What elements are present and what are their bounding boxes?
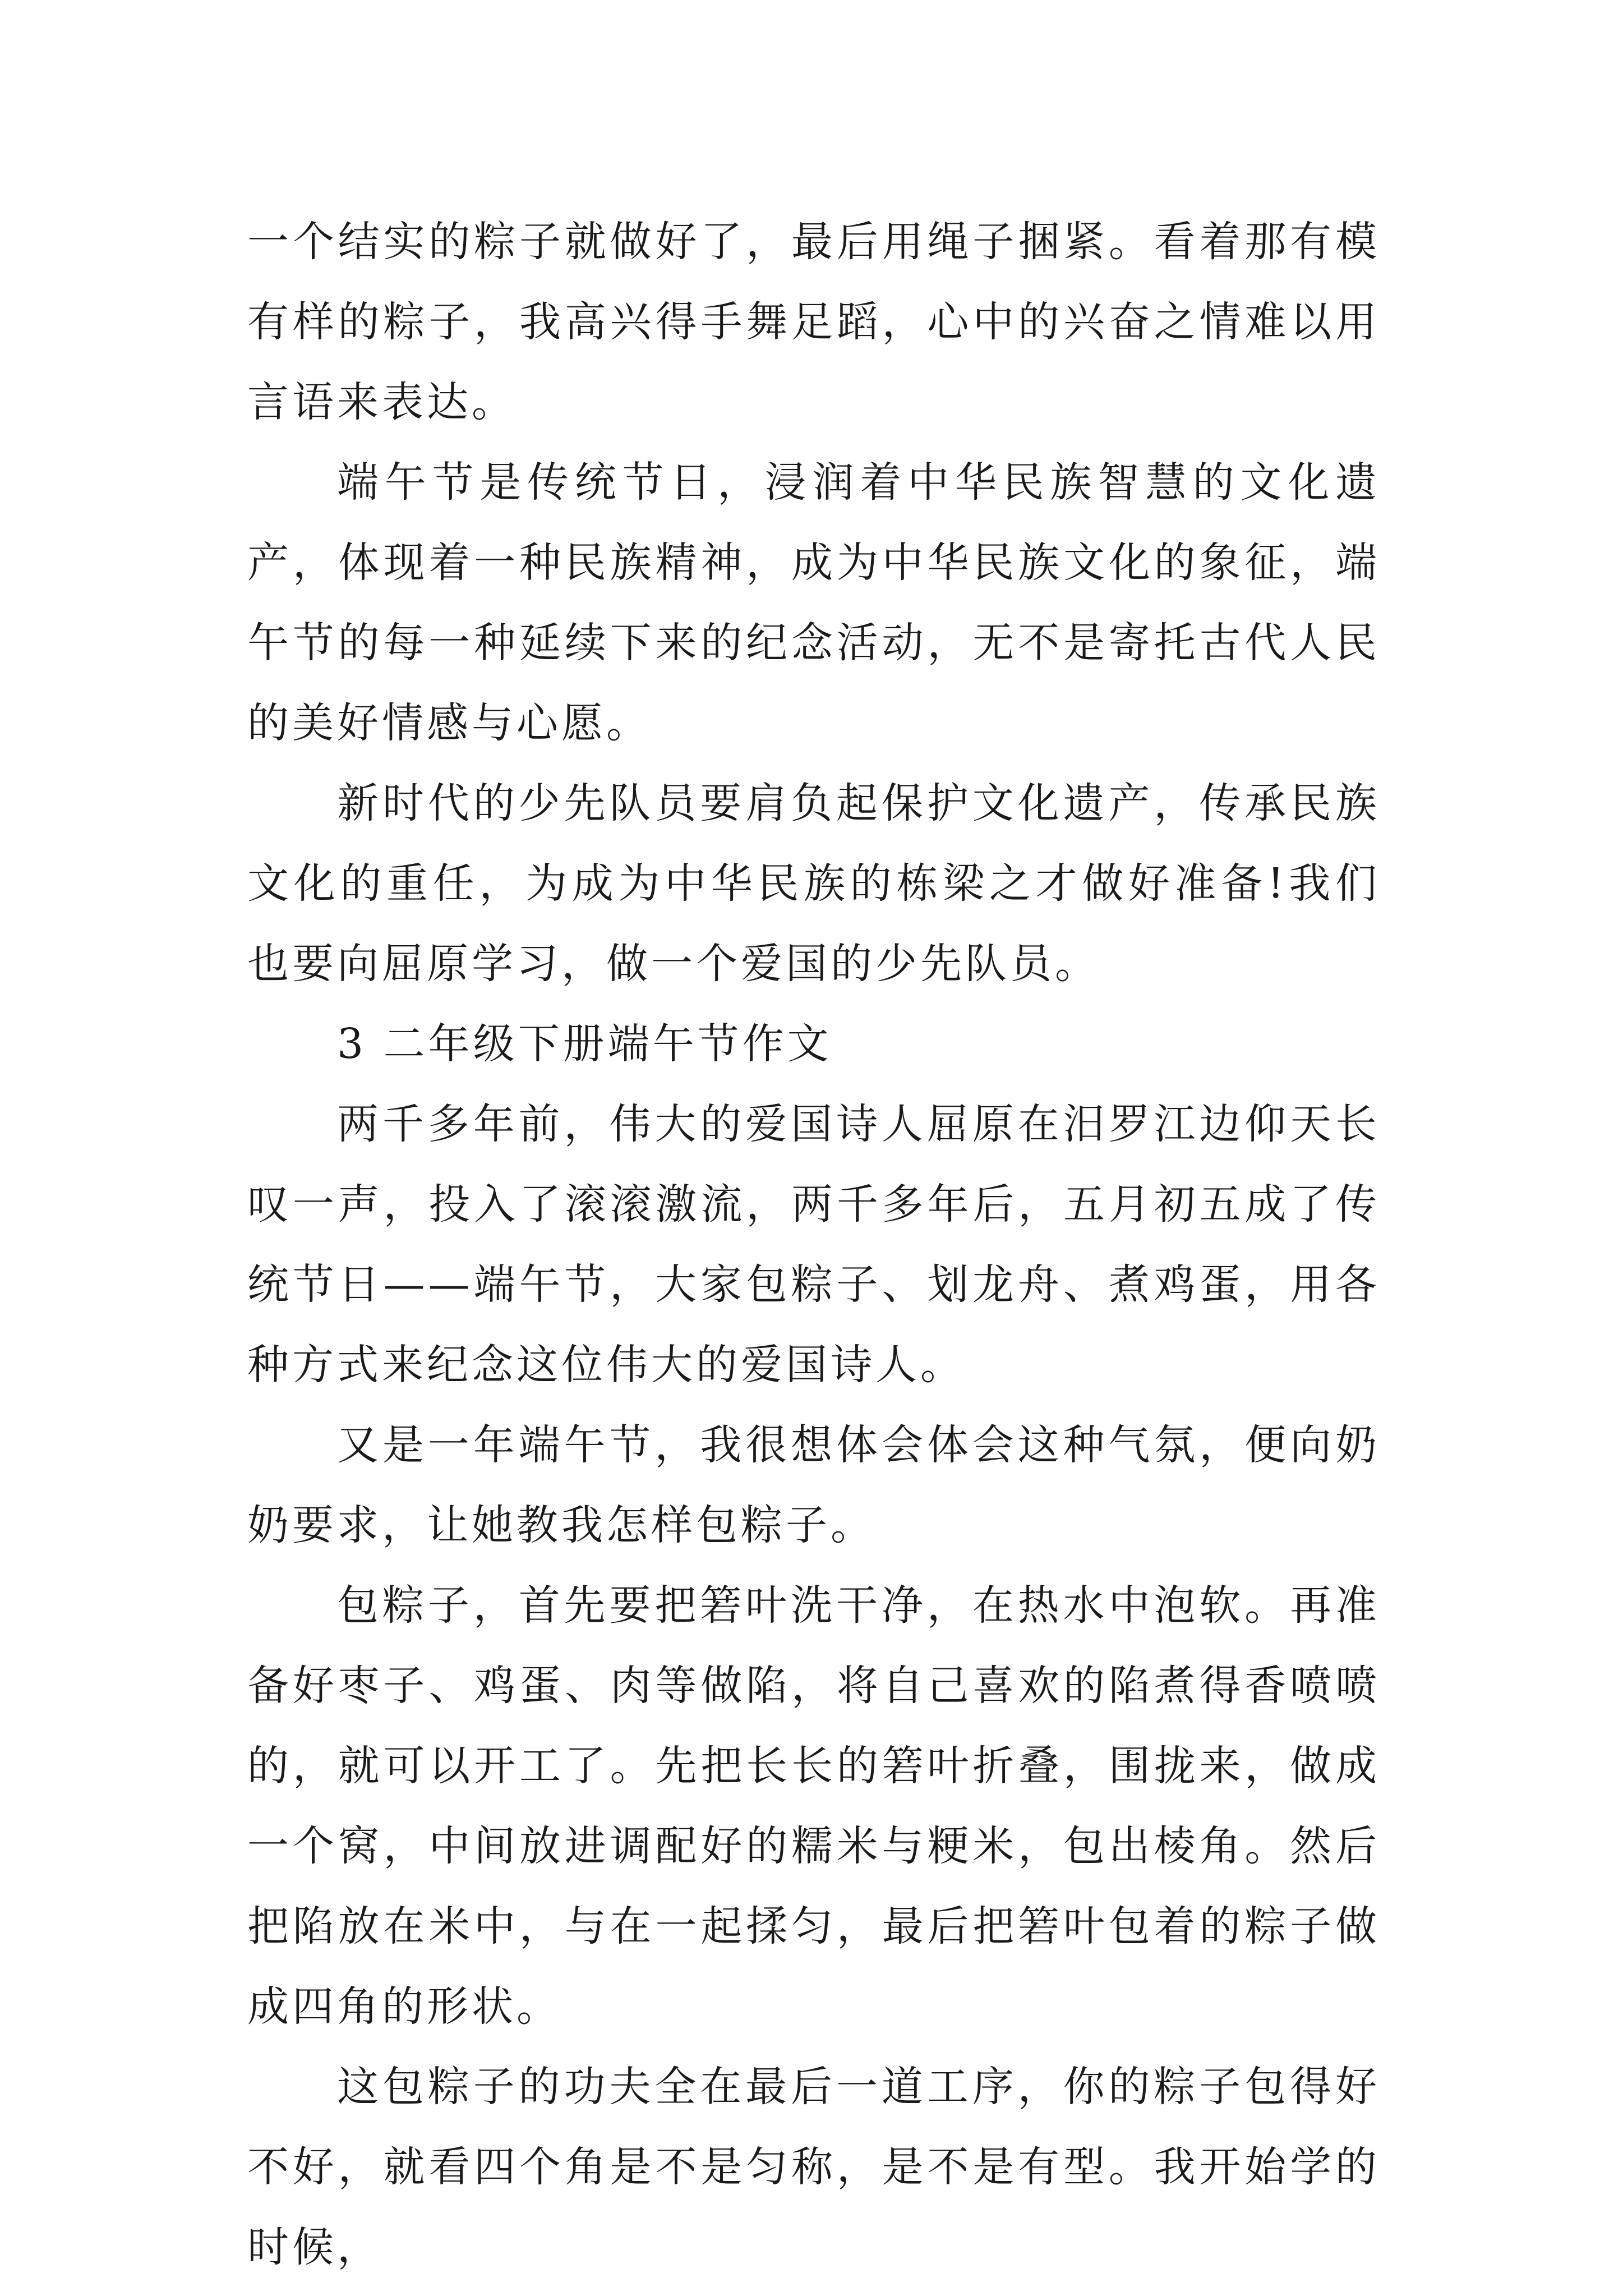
paragraph: 新时代的少先队员要肩负起保护文化遗产，传承民族文化的重任，为成为中华民族的栋梁之才做好准备!我们也要向屈原学习，做一个爱国的少先队员。 xyxy=(247,779,1380,988)
paragraph: 包粽子，首先要把箬叶洗干净，在热水中泡软。再准备好枣子、鸡蛋、肉等做陷，将自己喜欢的陷煮得香喷喷的，就可以开工了。先把长长的箬叶折叠，围拢来，做成一个窝，中间放进调配好的糯米与粳米，包出棱角。然后把陷放在米中，与在一起揉匀，最后把箬叶包着的粽子做成四角的形状。 xyxy=(247,1581,1380,2031)
paragraph: 两千多年前，伟大的爱国诗人屈原在汨罗江边仰天长叹一声，投入了滚滚激流，两千多年后，五月初五成了传统节日——端午节，大家包粽子、划龙舟、煮鸡蛋，用各种方式来纪念这位伟大的爱国诗人。 xyxy=(247,1100,1380,1389)
paragraph: 一个结实的粽子就做好了，最后用绳子捆紧。看着那有模有样的粽子，我高兴得手舞足蹈，心中的兴奋之情难以用言语来表达。 xyxy=(247,218,1380,426)
section-heading: 3 二年级下册端午节作文 xyxy=(337,1020,832,1068)
paragraph: 端午节是传统节日，浸润着中华民族智慧的文化遗产，体现着一种民族精神，成为中华民族文化的象征，端午节的每一种延续下来的纪念活动，无不是寄托古代人民的美好情感与心愿。 xyxy=(247,458,1380,747)
paragraph: 这包粽子的功夫全在最后一道工序，你的粽子包得好不好，就看四个角是不是匀称，是不是有型。我开始学的时候， xyxy=(247,2063,1380,2271)
body-text xyxy=(247,202,1380,2288)
paragraph: 又是一年端午节，我很想体会体会这种气氛，便向奶奶要求，让她教我怎样包粽子。 xyxy=(247,1421,1380,1549)
